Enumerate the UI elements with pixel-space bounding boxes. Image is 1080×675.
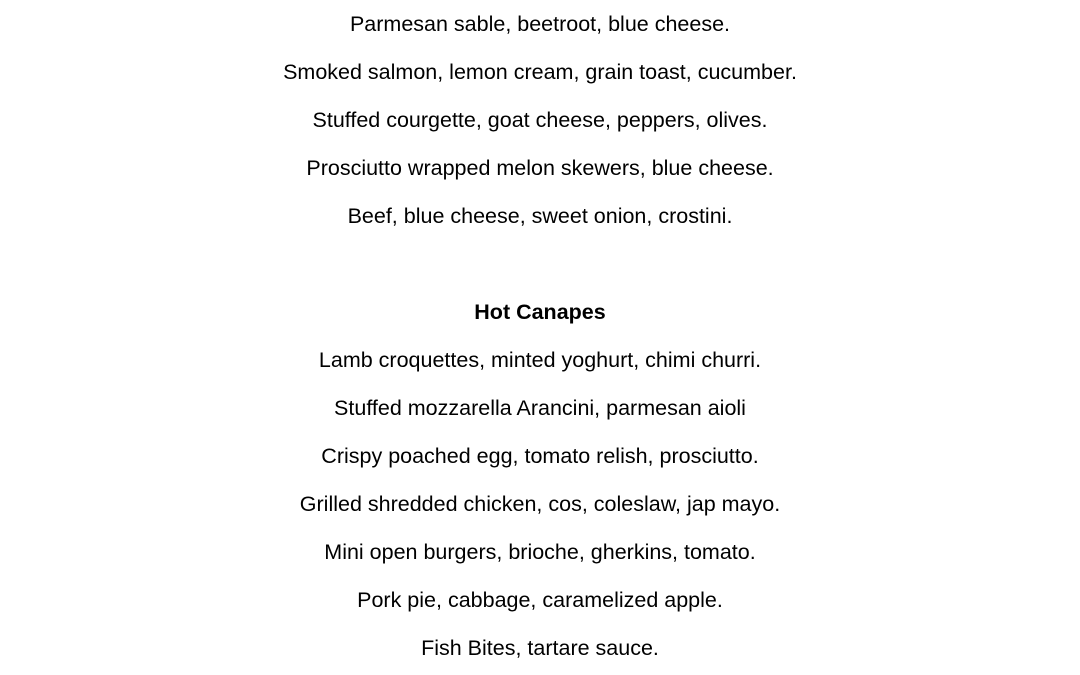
- menu-item: Lamb croquettes, minted yoghurt, chimi churri.: [318, 348, 762, 372]
- menu-item: Fish Bites, tartare sauce.: [421, 636, 659, 660]
- menu-item: Pork pie, cabbage, caramelized apple.: [357, 588, 723, 612]
- menu-item: Beef, blue cheese, sweet onion, crostini.: [347, 204, 733, 228]
- menu-item: Grilled shredded chicken, cos, coleslaw, jap mayo.: [299, 492, 781, 516]
- menu-item: Stuffed courgette, goat cheese, peppers, olives.: [312, 108, 768, 132]
- menu-item: Mini open burgers, brioche, gherkins, tomato.: [324, 540, 756, 564]
- menu-item: Prosciutto wrapped melon skewers, blue cheese.: [306, 156, 774, 180]
- menu-item: Parmesan sable, beetroot, blue cheese.: [349, 12, 731, 36]
- menu-item: Smoked salmon, lemon cream, grain toast, cucumber.: [283, 60, 797, 84]
- menu-item: Crispy poached egg, tomato relish, prosciutto.: [321, 444, 759, 468]
- section-heading-hot-canapes: Hot Canapes: [474, 300, 606, 324]
- menu-item: Stuffed mozzarella Arancini, parmesan aioli: [334, 396, 746, 420]
